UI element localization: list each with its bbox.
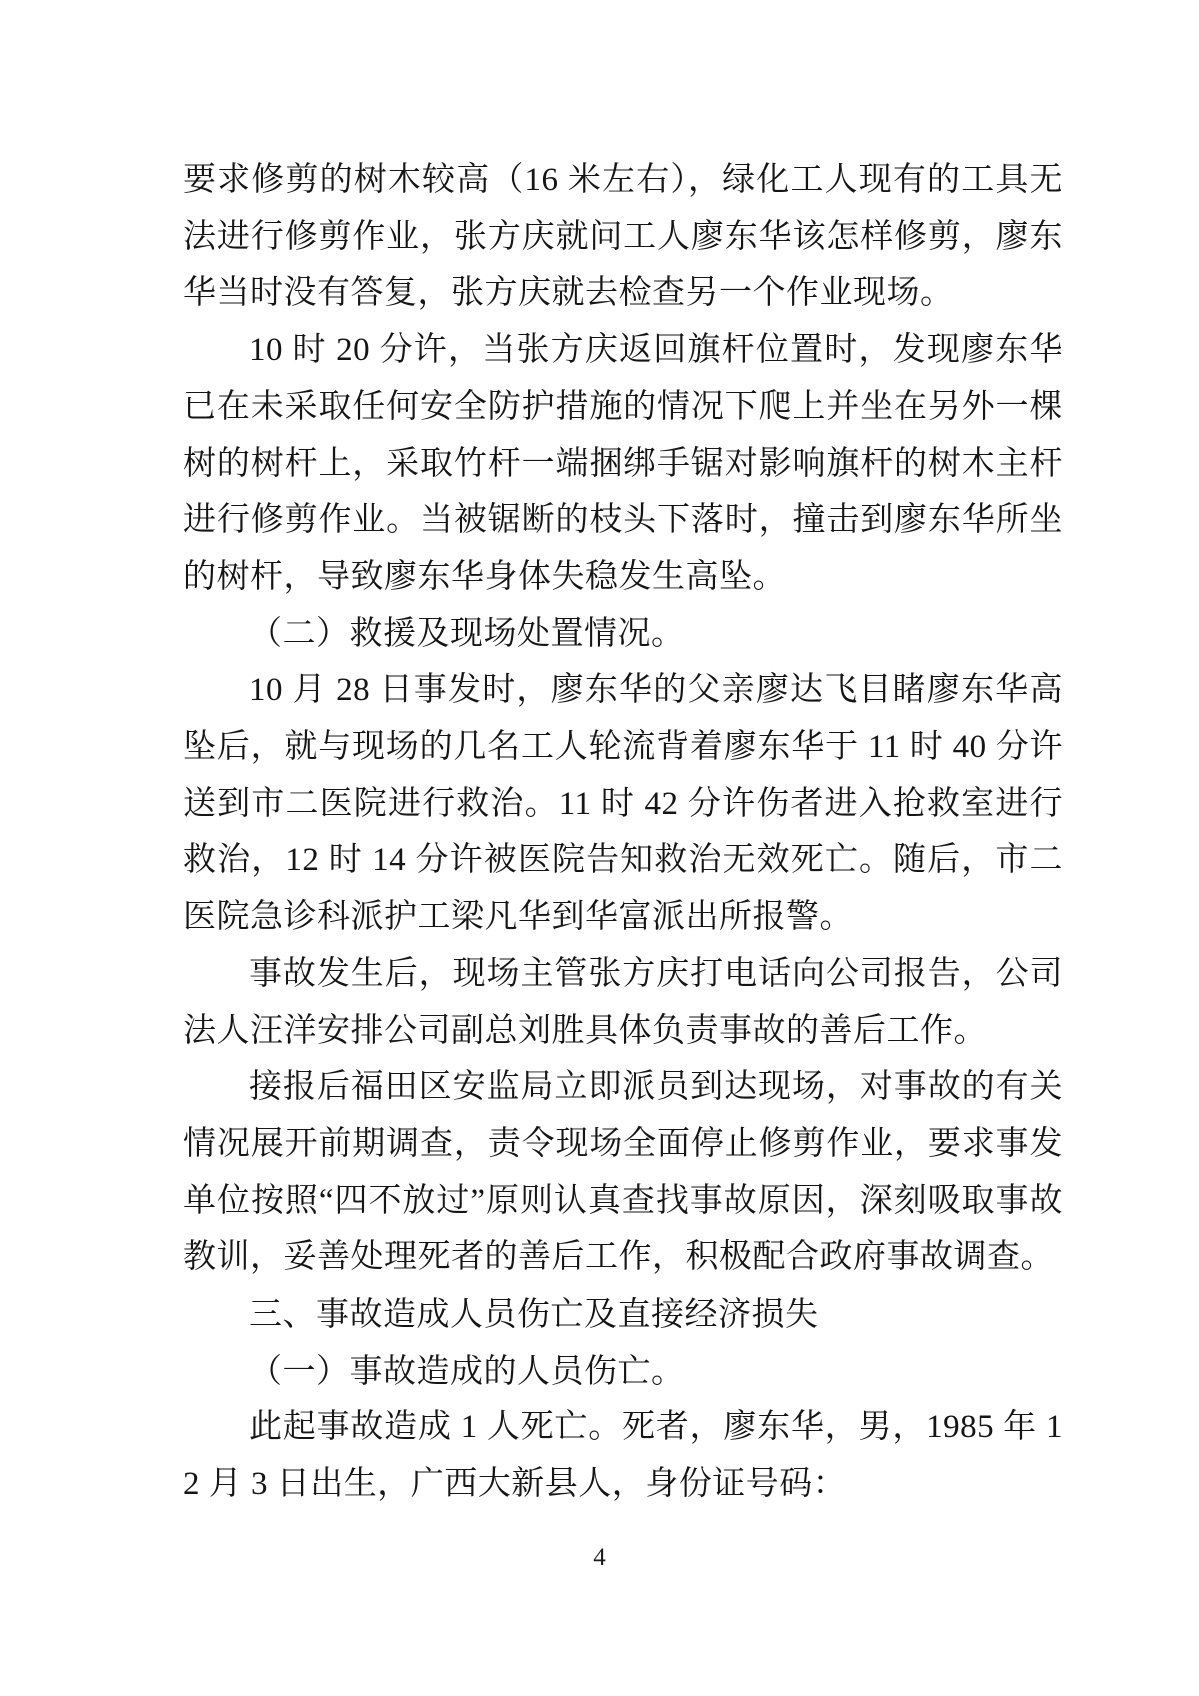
paragraph-fall-incident: 10 时 20 分许，当张方庆返回旗杆位置时，发现廖东华已在未采取任何安全防护措施的情况下爬上并坐在另外一棵树的树杆上，采取竹杆一端捆绑手锯对影响旗杆的树木主杆进行修剪作业。当被锯断的枝头下落时，撞击到廖东华所坐的树杆，导致廖东华身体失稳发生高坠。 — [183, 332, 1063, 595]
paragraph-rescue-timeline: 10 月 28 日事发时，廖东华的父亲廖达飞目睹廖东华高坠后，就与现场的几名工人轮流背着廖东华于 11 时 40 分许送到市二医院进行救治。11 时 42 分许伤者进入抢救室进行救治，12 时 14 分许被医院告知救治无效死亡。随后，市二医院急诊科派护工梁凡华到华富派出所报警。 — [183, 672, 1063, 936]
heading-casualties-caused: （一）事故造成的人员伤亡。 — [249, 1351, 685, 1389]
paragraph-authority-response: 接报后福田区安监局立即派员到达现场，对事故的有关情况展开前期调查，责令现场全面停止修剪作业，要求事发单位按照“四不放过”原则认真查找事故原因，深刻吸取事故教训，妥善处理死者的善后工作，积极配合政府事故调查。 — [183, 1069, 1063, 1276]
paragraph-victim-details: 此起事故造成 1 人死亡。死者，廖东华，男，1985 年 12 月 3 日出生，广西大新县人，身份证号码： — [183, 1409, 1063, 1503]
heading-casualties-and-economic-loss: 三、事故造成人员伤亡及直接经济损失 — [249, 1295, 819, 1333]
heading-rescue-and-scene-handling: （二）救援及现场处置情况。 — [249, 615, 685, 652]
paragraph-company-report: 事故发生后，现场主管张方庆打电话向公司报告，公司法人汪洋安排公司副总刘胜具体负责事故的善后工作。 — [183, 955, 1063, 1049]
document-body — [183, 152, 1063, 1513]
page-number: 4 — [593, 1544, 606, 1571]
paragraph-tree-height-continuation: 要求修剪的树木较高（16 米左右），绿化工人现有的工具无法进行修剪作业，张方庆就问工人廖东华该怎样修剪，廖东华当时没有答复，张方庆就去检查另一个作业现场。 — [183, 162, 1063, 312]
